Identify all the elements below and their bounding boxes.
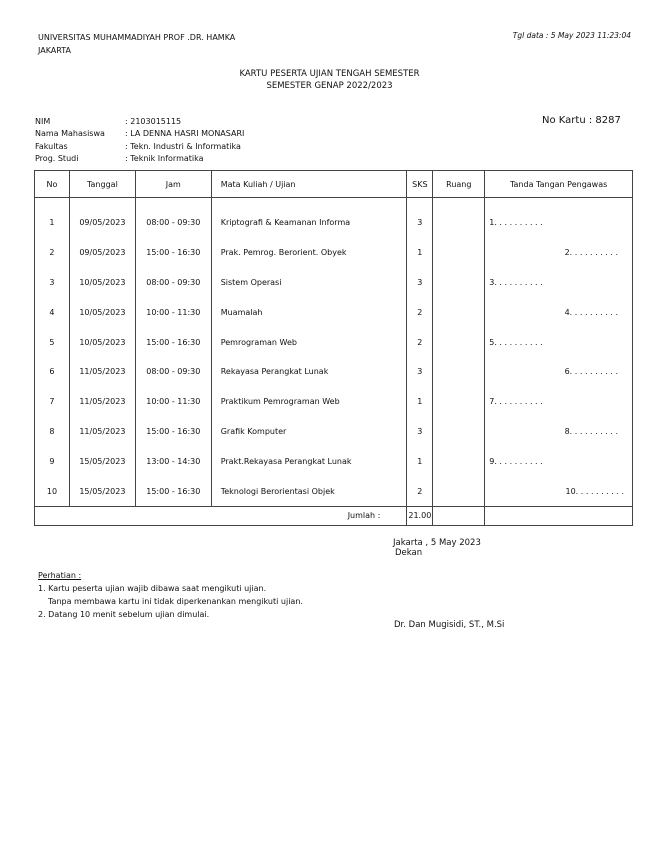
row-room	[433, 208, 485, 238]
title-line-1: KARTU PESERTA UJIAN TENGAH SEMESTER	[239, 69, 420, 79]
row-no: 2	[35, 238, 70, 268]
name-row	[35, 128, 244, 140]
table-spacer	[35, 198, 633, 209]
row-no: 8	[35, 417, 70, 447]
row-sks: 1	[407, 238, 433, 268]
row-course: Prak. Pemrog. Berorient. Obyek	[211, 238, 407, 268]
total-sign	[485, 506, 633, 525]
row-sks: 3	[407, 208, 433, 238]
proctor-signature-line: 6. . . . . . . . . .	[564, 367, 618, 377]
proctor-signature-line: 1. . . . . . . . . .	[489, 218, 543, 228]
row-time: 15:00 - 16:30	[135, 238, 211, 268]
proctor-signature-line: 5. . . . . . . . . .	[489, 337, 543, 347]
row-date: 10/05/2023	[69, 327, 135, 357]
document-title	[0, 68, 659, 92]
row-time: 08:00 - 09:30	[135, 357, 211, 387]
row-date: 11/05/2023	[69, 417, 135, 447]
row-sks: 2	[407, 297, 433, 327]
row-date: 09/05/2023	[69, 238, 135, 268]
row-no: 3	[35, 268, 70, 298]
row-room	[433, 476, 485, 506]
name-value: : LA DENNA HASRI MONASARI	[125, 129, 245, 139]
row-sks: 3	[407, 357, 433, 387]
notes-heading: Perhatian :	[38, 571, 82, 580]
row-time: 08:00 - 09:30	[135, 208, 211, 238]
row-sign	[485, 476, 633, 506]
row-no: 9	[35, 446, 70, 476]
header-sign: Tanda Tangan Pengawas	[485, 171, 633, 198]
total-label: Jumlah :	[35, 506, 407, 525]
faculty-value: : Tekn. Industri & Informatika	[125, 141, 241, 151]
nim-row	[35, 116, 244, 128]
header-room: Ruang	[433, 171, 485, 198]
row-time: 15:00 - 16:30	[135, 417, 211, 447]
row-date: 10/05/2023	[69, 297, 135, 327]
row-sign	[485, 268, 633, 298]
row-room	[433, 387, 485, 417]
row-room	[433, 417, 485, 447]
program-value: : Teknik Informatika	[125, 153, 204, 163]
row-sign	[485, 387, 633, 417]
title-line-2: SEMESTER GENAP 2022/2023	[266, 81, 393, 91]
row-no: 5	[35, 327, 70, 357]
proctor-signature-line: 2. . . . . . . . . .	[564, 248, 618, 258]
row-time: 10:00 - 11:30	[135, 387, 211, 417]
signature-role: Dekan	[395, 548, 423, 558]
table-row	[35, 387, 633, 417]
student-info	[35, 116, 244, 165]
faculty-label: Fakultas	[35, 141, 68, 151]
row-date: 15/05/2023	[69, 476, 135, 506]
row-course: Prakt.Rekayasa Perangkat Lunak	[211, 446, 407, 476]
institution-name: UNIVERSITAS MUHAMMADIYAH PROF .DR. HAMKA	[38, 33, 236, 42]
row-no: 7	[35, 387, 70, 417]
row-course: Kriptografi & Keamanan Informa	[211, 208, 407, 238]
proctor-signature-line: 3. . . . . . . . . .	[489, 277, 543, 287]
table-header-row	[35, 171, 633, 198]
nim-label: NIM	[35, 117, 51, 126]
nim-value: : 2103015115	[125, 117, 182, 126]
card-number: No Kartu : 8287	[542, 115, 621, 126]
row-no: 1	[35, 208, 70, 238]
exam-schedule-table	[34, 170, 633, 526]
row-room	[433, 268, 485, 298]
row-room	[433, 327, 485, 357]
row-room	[433, 357, 485, 387]
table-row	[35, 357, 633, 387]
row-no: 4	[35, 297, 70, 327]
institution-city: JAKARTA	[38, 46, 71, 55]
institution-header	[38, 31, 235, 57]
note-line-3: 2. Datang 10 menit sebelum ujian dimulai.	[38, 610, 210, 619]
signer-name: Dr. Dan Mugisidi, ST., M.Si	[394, 620, 505, 630]
row-course: Rekayasa Perangkat Lunak	[211, 357, 407, 387]
header-sks: SKS	[407, 171, 433, 198]
print-date: Tgl data : 5 May 2023 11:23:04	[512, 31, 631, 40]
row-sign	[485, 357, 633, 387]
row-date: 11/05/2023	[69, 357, 135, 387]
row-time: 15:00 - 16:30	[135, 327, 211, 357]
row-time: 13:00 - 14:30	[135, 446, 211, 476]
row-sign	[485, 297, 633, 327]
row-sign	[485, 417, 633, 447]
row-sks: 3	[407, 268, 433, 298]
total-room	[433, 506, 485, 525]
row-date: 15/05/2023	[69, 446, 135, 476]
header-course: Mata Kuliah / Ujian	[211, 171, 407, 198]
row-course: Teknologi Berorientasi Objek	[211, 476, 407, 506]
total-sks: 21.00	[407, 506, 433, 525]
row-course: Grafik Komputer	[211, 417, 407, 447]
row-sign	[485, 446, 633, 476]
note-line-1: 1. Kartu peserta ujian wajib dibawa saat mengikuti ujian.	[38, 584, 267, 593]
proctor-signature-line: 7. . . . . . . . . .	[489, 397, 543, 407]
row-date: 09/05/2023	[69, 208, 135, 238]
row-sks: 2	[407, 476, 433, 506]
faculty-row	[35, 141, 244, 153]
header-no: No	[35, 171, 70, 198]
note-line-2: Tanpa membawa kartu ini tidak diperkenankan mengikuti ujian.	[48, 597, 303, 606]
total-row	[35, 506, 633, 525]
signature-place-date: Jakarta , 5 May 2023	[393, 538, 481, 548]
row-sign	[485, 238, 633, 268]
row-course: Muamalah	[211, 297, 407, 327]
row-room	[433, 238, 485, 268]
row-sks: 2	[407, 327, 433, 357]
program-label: Prog. Studi	[35, 153, 79, 163]
row-sks: 1	[407, 387, 433, 417]
row-sks: 1	[407, 446, 433, 476]
proctor-signature-line: 8. . . . . . . . . .	[564, 426, 618, 436]
row-sign	[485, 208, 633, 238]
row-course: Sistem Operasi	[211, 268, 407, 298]
table-row	[35, 297, 633, 327]
proctor-signature-line: 10. . . . . . . . . .	[565, 486, 624, 496]
proctor-signature-line: 4. . . . . . . . . .	[564, 307, 618, 317]
row-time: 08:00 - 09:30	[135, 268, 211, 298]
row-room	[433, 446, 485, 476]
row-no: 6	[35, 357, 70, 387]
notes-section	[38, 569, 303, 621]
row-sign	[485, 327, 633, 357]
row-sks: 3	[407, 417, 433, 447]
table-row	[35, 208, 633, 238]
header-date: Tanggal	[69, 171, 135, 198]
table-row	[35, 268, 633, 298]
table-row	[35, 446, 633, 476]
proctor-signature-line: 9. . . . . . . . . .	[489, 456, 543, 466]
header-time: Jam	[135, 171, 211, 198]
table-row	[35, 238, 633, 268]
table-row	[35, 417, 633, 447]
table-row	[35, 327, 633, 357]
row-course: Praktikum Pemrograman Web	[211, 387, 407, 417]
row-course: Pemrograman Web	[211, 327, 407, 357]
name-label: Nama Mahasiswa	[35, 129, 105, 139]
row-time: 10:00 - 11:30	[135, 297, 211, 327]
row-date: 10/05/2023	[69, 268, 135, 298]
row-date: 11/05/2023	[69, 387, 135, 417]
row-room	[433, 297, 485, 327]
row-no: 10	[35, 476, 70, 506]
program-row	[35, 153, 244, 165]
row-time: 15:00 - 16:30	[135, 476, 211, 506]
table-row	[35, 476, 633, 506]
